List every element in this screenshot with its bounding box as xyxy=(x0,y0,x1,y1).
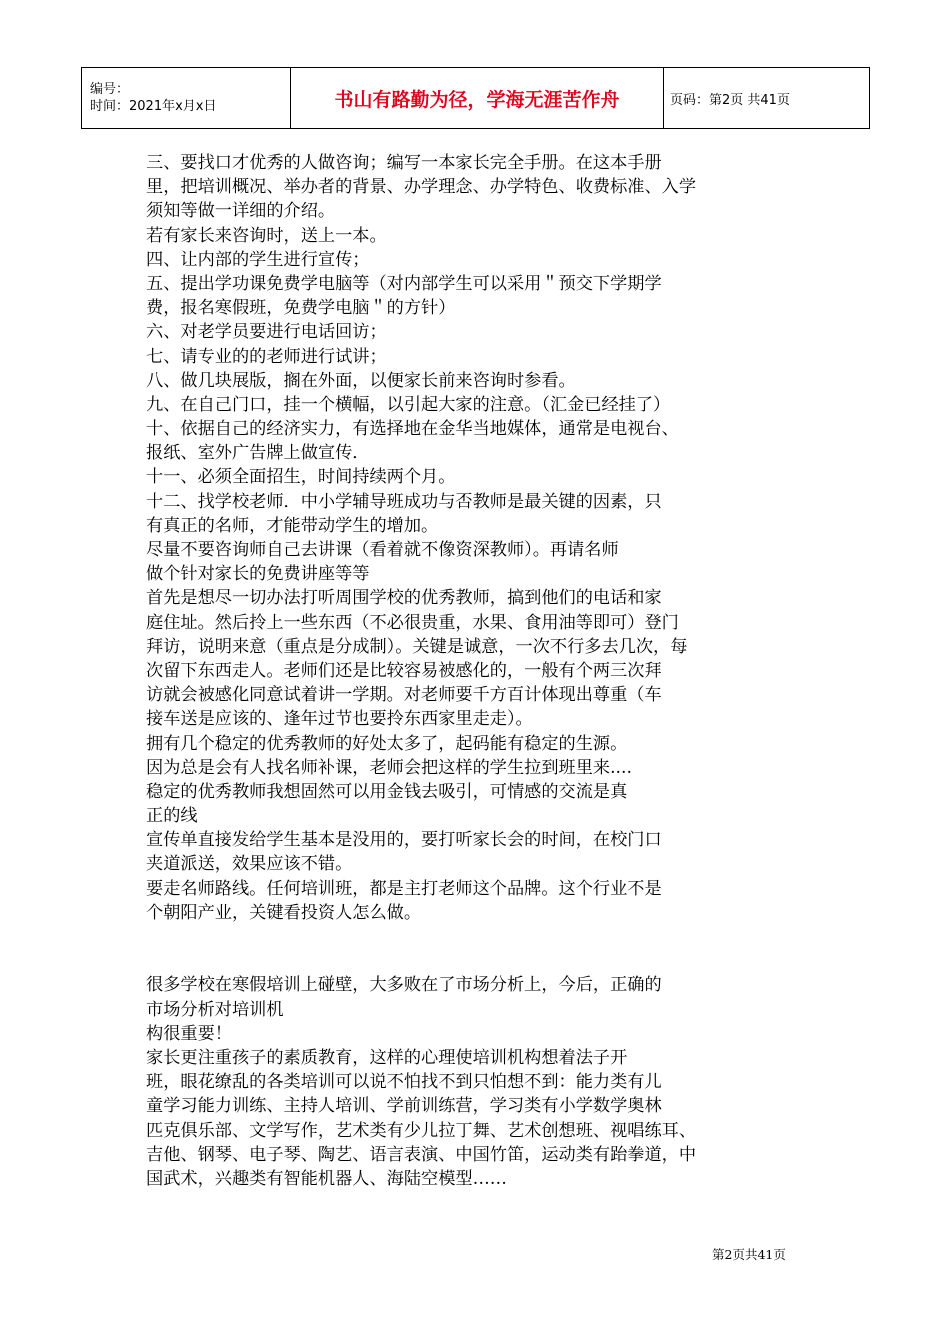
body-text-line: 首先是想尽一切办法打听周围学校的优秀教师，搞到他们的电话和家 xyxy=(146,588,662,609)
body-text-line: 里，把培训概况、举办者的背景、办学理念、办学特色、收费标准、入学 xyxy=(146,177,697,198)
body-text-line: 访就会被感化同意试着讲一学期。对老师要千方百计体现出尊重（车 xyxy=(146,685,662,706)
document-number-label: 编号： xyxy=(90,82,130,97)
body-text-line: 有真正的名师，才能带动学生的增加。 xyxy=(146,515,439,536)
body-text-line: 正的线 xyxy=(146,806,198,827)
body-text-line: 须知等做一详细的介绍。 xyxy=(146,201,336,222)
body-text-line: 庭住址。然后拎上一些东西（不必很贵重，水果、食用油等即可）登门 xyxy=(146,612,679,633)
body-text-line: 十二、找学校老师．中小学辅导班成功与否教师是最关键的因素，只 xyxy=(146,491,662,512)
body-text-line: 次留下东西走人。老师们还是比较容易被感化的，一般有个两三次拜 xyxy=(146,660,662,681)
body-text-line: 报纸、室外广告牌上做宣传． xyxy=(146,443,370,464)
document-time-label: 时间：2021年x月x日 xyxy=(90,99,217,114)
body-text-line: 很多学校在寒假培训上碰壁，大多败在了市场分析上，今后，正确的 xyxy=(146,975,662,996)
body-text-line: 十、依据自己的经济实力，有选择地在金华当地媒体，通常是电视台、 xyxy=(146,419,679,440)
body-text-line: 做个针对家长的免费讲座等等 xyxy=(146,564,370,585)
body-text-line: 六、对老学员要进行电话回访； xyxy=(146,322,387,343)
body-text-line: 童学习能力训练、主持人培训、学前训练营，学习类有小学数学奥林 xyxy=(146,1096,662,1117)
body-text-line: 因为总是会有人找名师补课，老师会把这样的学生拉到班里来.... xyxy=(146,757,632,778)
body-text-line: 吉他、钢琴、电子琴、陶艺、语言表演、中国竹笛，运动类有跆拳道，中 xyxy=(146,1144,697,1165)
body-text-line: 班，眼花缭乱的各类培训可以说不怕找不到只怕想不到：能力类有儿 xyxy=(146,1072,662,1093)
body-text-line: 宣传单直接发给学生基本是没用的，要打听家长会的时间，在校门口 xyxy=(146,830,662,851)
body-text-line: 七、请专业的的老师进行试讲； xyxy=(146,346,387,367)
page-header xyxy=(81,67,870,129)
body-text-line: 构很重要！ xyxy=(146,1023,232,1044)
body-text-line: 九、在自己门口，挂一个横幅，以引起大家的注意。（汇金已经挂了） xyxy=(146,394,671,415)
body-text-line: 若有家长来咨询时，送上一本。 xyxy=(146,225,387,246)
body-text-line: 费，报名寒假班，免费学电脑＂的方针） xyxy=(146,298,456,319)
body-text-line: 个朝阳产业，关键看投资人怎么做。 xyxy=(146,902,422,923)
body-text-line xyxy=(146,949,816,973)
body-text-line: 家长更注重孩子的素质教育，这样的心理使培训机构想着法子开 xyxy=(146,1047,628,1068)
header-motto: 书山有路勤为径，学海无涯苦作舟 xyxy=(291,68,664,129)
body-text-line: 匹克俱乐部、文学写作，艺术类有少儿拉丁舞、艺术创想班、视唱练耳、 xyxy=(146,1120,697,1141)
body-text-line: 稳定的优秀教师我想固然可以用金钱去吸引，可情感的交流是真 xyxy=(146,781,628,802)
body-text-line: 八、做几块展版，搁在外面，以便家长前来咨询时参看。 xyxy=(146,370,576,391)
page-footer: 第2页共41页 xyxy=(712,1247,786,1262)
body-text-line xyxy=(146,925,816,949)
body-text-line: 拜访，说明来意（重点是分成制）。关键是诚意，一次不行多去几次，每 xyxy=(146,636,688,657)
document-body xyxy=(146,151,816,1191)
header-page-number: 页码：第2页 共41页 xyxy=(664,68,870,129)
body-text-line: 要走名师路线。任何培训班，都是主打老师这个品牌。这个行业不是 xyxy=(146,878,662,899)
body-text-line: 十一、必须全面招生，时间持续两个月。 xyxy=(146,467,456,488)
body-text-line: 夹道派送，效果应该不错。 xyxy=(146,854,353,875)
body-text-line: 五、提出学功课免费学电脑等（对内部学生可以采用＂预交下学期学 xyxy=(146,273,662,294)
body-text-line: 拥有几个稳定的优秀教师的好处太多了，起码能有稳定的生源。 xyxy=(146,733,628,754)
body-text-line: 接车送是应该的、逢年过节也要拎东西家里走走）。 xyxy=(146,709,533,730)
body-text-line: 三、要找口才优秀的人做咨询；编写一本家长完全手册。在这本手册 xyxy=(146,153,662,173)
body-text-line: 国武术，兴趣类有智能机器人、海陆空模型…… xyxy=(146,1168,507,1189)
body-text-line: 尽量不要咨询师自己去讲课（看着就不像资深教师）。再请名师 xyxy=(146,540,619,560)
body-text-line: 四、让内部的学生进行宣传； xyxy=(146,249,370,270)
header-meta-cell xyxy=(82,68,291,129)
body-text-line: 市场分析对培训机 xyxy=(146,999,284,1020)
